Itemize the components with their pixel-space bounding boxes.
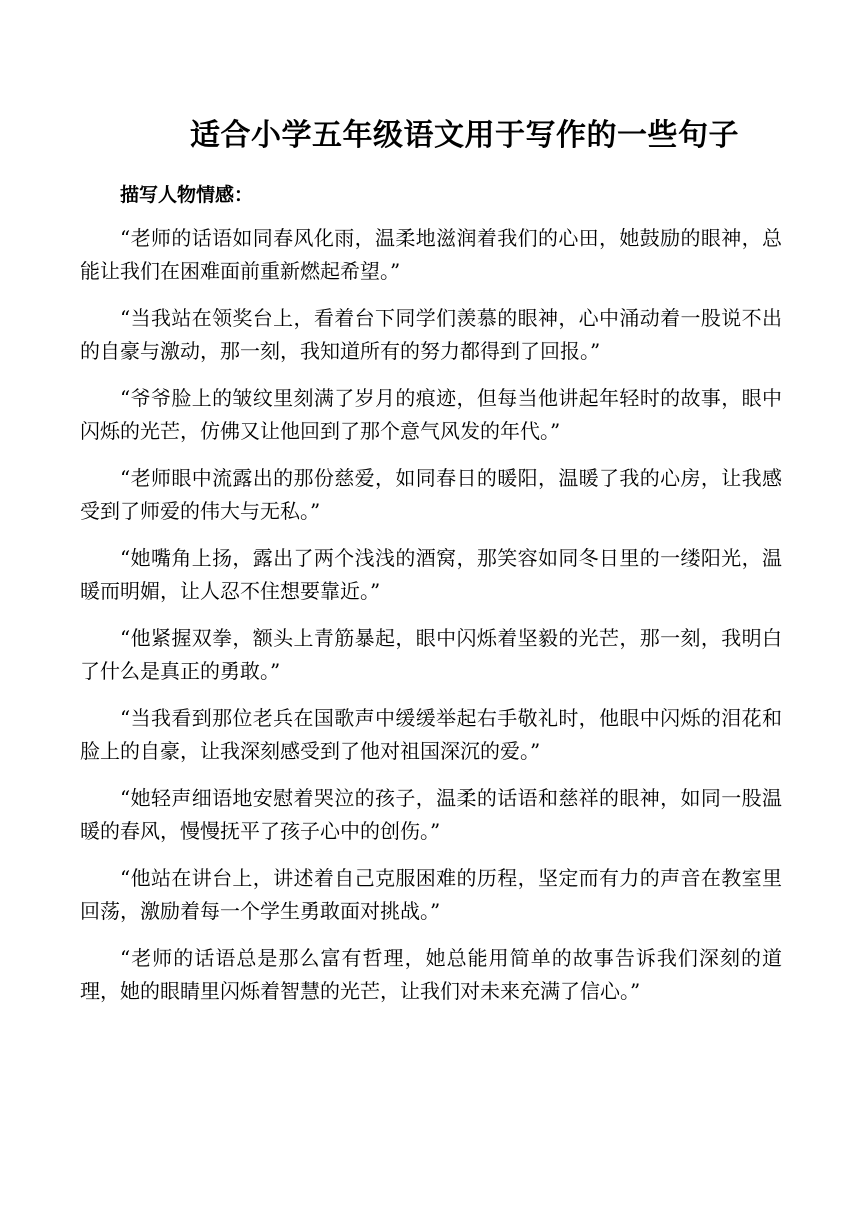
document-title: 适合小学五年级语文用于写作的一些句子 [190,118,739,153]
paragraph-5: “她嘴角上扬，露出了两个浅浅的酒窝，那笑容如同冬日里的一缕阳光，温暖而明媚，让人忍不住想要靠近。” [80,546,782,603]
paragraph-4: “老师眼中流露出的那份慈爱，如同春日的暖阳，温暖了我的心房，让我感受到了师爱的伟大与无私。” [80,466,782,523]
paragraph-2: “当我站在领奖台上，看着台下同学们羡慕的眼神，心中涌动着一股说不出的自豪与激动，那一刻，我知道所有的努力都得到了回报。” [80,306,782,363]
paragraph-9: “他站在讲台上，讲述着自己克服困难的历程，坚定而有力的声音在教室里回荡，激励着每一个学生勇敢面对挑战。” [80,866,782,923]
paragraph-6: “他紧握双拳，额头上青筋暴起，眼中闪烁着坚毅的光芒，那一刻，我明白了什么是真正的勇敢。” [80,626,782,683]
document-page [80,110,782,1008]
paragraph-1: “老师的话语如同春风化雨，温柔地滋润着我们的心田，她鼓励的眼神，总能让我们在困难面前重新燃起希望。” [80,226,782,283]
paragraph-7: “当我看到那位老兵在国歌声中缓缓举起右手敬礼时，他眼中闪烁的泪花和脸上的自豪，让我深刻感受到了他对祖国深沉的爱。” [80,706,782,763]
paragraph-3: “爷爷脸上的皱纹里刻满了岁月的痕迹，但每当他讲起年轻时的故事，眼中闪烁的光芒，仿佛又让他回到了那个意气风发的年代。” [80,386,782,443]
paragraph-10: “老师的话语总是那么富有哲理，她总能用简单的故事告诉我们深刻的道理，她的眼睛里闪烁着智慧的光芒，让我们对未来充满了信心。” [80,946,782,1003]
section-heading: 描写人物情感： [120,184,254,206]
body-text [80,222,782,1008]
paragraph-8: “她轻声细语地安慰着哭泣的孩子，温柔的话语和慈祥的眼神，如同一股温暖的春风，慢慢抚平了孩子心中的创伤。” [80,786,782,843]
